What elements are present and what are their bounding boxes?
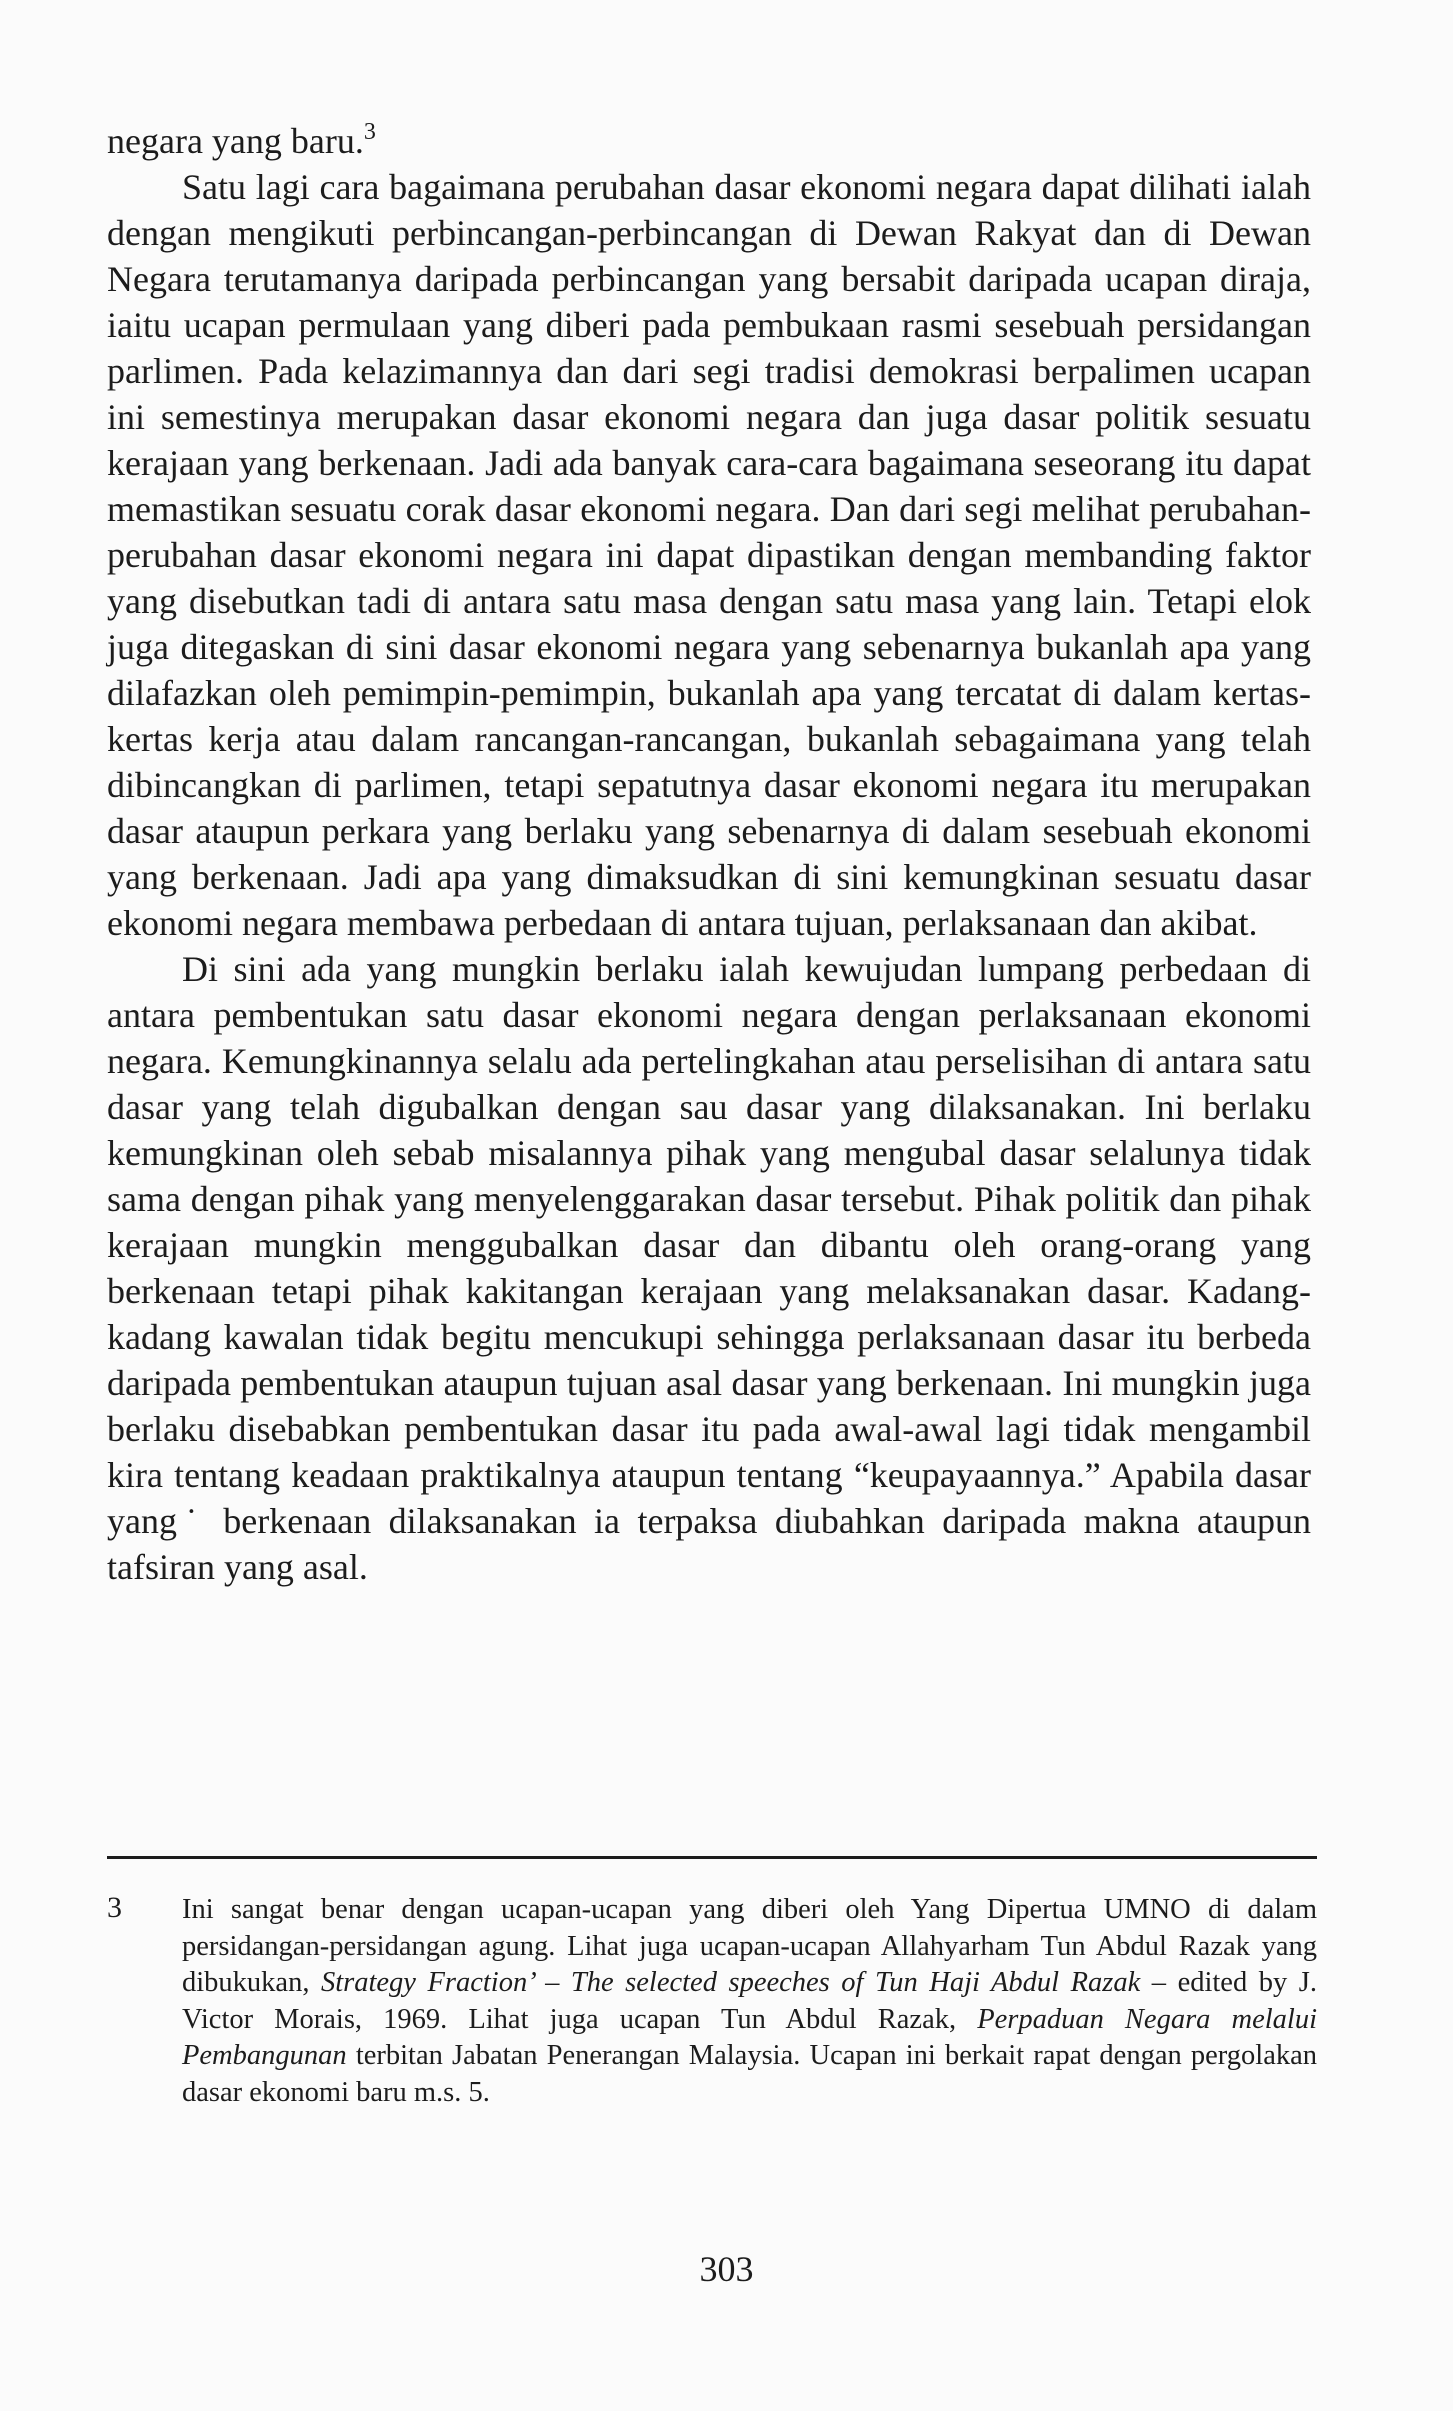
page-number: 303 bbox=[699, 2249, 754, 2289]
footnote-divider bbox=[107, 1856, 1317, 1859]
footnote-book-title-2: Perpaduan Negara melalui Pembangunan bbox=[182, 2003, 1317, 2071]
paragraph-2: Di sini ada yang mungkin berlaku ialah kewujudan lumpang perbedaan di antara pembentukan satu dasar ekonomi negara dengan perlaksanaan ekonomi negara. Kemungkinannya selalu ada pertelingkahan atau perselisihan di antara satu dasar yang telah digubalkan dengan sau dasar yang dilaksanakan. Ini berlaku kemungkinan oleh sebab misalannya pihak yang mengubal dasar selalunya tidak sama dengan pihak yang menyelenggarakan dasar tersebut. Pihak politik dan pihak kerajaan mungkin menggubalkan dasar dan dibantu oleh orang-orang yang berkenaan tetapi pihak kakitangan kerajaan yang melaksanakan dasar. Kadang-kadang kawalan tidak begitu mencukupi sehingga perlaksanaan dasar itu berbeda daripada pembentukan ataupun tujuan asal dasar yang berkenaan. Ini mungkin juga berlaku disebabkan pembentukan dasar itu pada awal-awal lagi tidak mengambil kira tentang keadaan praktikalnya ataupun tentang “keupayaannya.” Apabila dasar yang˙ berkenaan dilaksanakan ia terpaksa diubahkan daripada makna ataupun tafsiran yang asal. bbox=[107, 949, 1311, 1587]
footnote-text bbox=[182, 1892, 1317, 2111]
footnote bbox=[107, 1892, 1317, 2111]
opening-text: negara yang baru. bbox=[107, 121, 364, 161]
body-text bbox=[107, 118, 1311, 1590]
footnote-book-title-1: Strategy Fraction’ – The selected speeches of Tun Haji Abdul Razak bbox=[320, 1967, 1141, 1998]
footnote-reference[interactable]: 3 bbox=[363, 119, 376, 145]
paragraph-continued bbox=[107, 118, 1311, 164]
footnote-number: 3 bbox=[107, 1891, 122, 1924]
footnote-text-part-1: Ini sangat benar dengan ucapan-ucapan yang diberi oleh Yang Dipertua UMNO di dalam persidangan-persidangan agung. Lihat juga ucapan-ucapan Allahyarham Tun Abdul Razak yang dibukukan, bbox=[182, 1894, 1317, 1998]
paragraph-1: Satu lagi cara bagaimana perubahan dasar ekonomi negara dapat dilihati ialah dengan mengikuti perbincangan-perbincangan di Dewan Rakyat dan di Dewan Negara terutamanya daripada perbincangan yang bersabit daripada ucapan diraja, iaitu ucapan permulaan yang diberi pada pembukaan rasmi sesebuah persidangan parlimen. Pada kelazimannya dan dari segi tradisi demokrasi berpalimen ucapan ini semestinya merupakan dasar ekonomi negara dan juga dasar politik sesuatu kerajaan yang berkenaan. Jadi ada banyak cara-cara bagaimana seseorang itu dapat memastikan sesuatu corak dasar ekonomi negara. Dan dari segi melihat perubahan-perubahan dasar ekonomi negara ini dapat dipastikan dengan membanding faktor yang disebutkan tadi di antara satu masa dengan satu masa yang lain. Tetapi elok juga ditegaskan di sini dasar ekonomi negara yang sebenarnya bukanlah apa yang dilafazkan oleh pemimpin-pemimpin, bukanlah apa yang tercatat di dalam kertas-kertas kerja atau dalam rancangan-rancangan, bukanlah sebagaimana yang telah dibincangkan di parlimen, tetapi sepatutnya dasar ekonomi negara itu merupakan dasar ataupun perkara yang berlaku yang sebenarnya di dalam sesebuah ekonomi yang berkenaan. Jadi apa yang dimaksudkan di sini kemungkinan sesuatu dasar ekonomi negara membawa perbedaan di antara tujuan, perlaksanaan dan akibat. bbox=[107, 167, 1311, 943]
footnote-text-part-3: terbitan Jabatan Penerangan Malaysia. Ucapan ini berkait rapat dengan pergolakan dasar ekonomi baru m.s. 5. bbox=[182, 2040, 1317, 2108]
footnote-text-part-2: – edited by J. Victor Morais, 1969. Lihat juga ucapan Tun Abdul Razak, bbox=[182, 1967, 1317, 2035]
